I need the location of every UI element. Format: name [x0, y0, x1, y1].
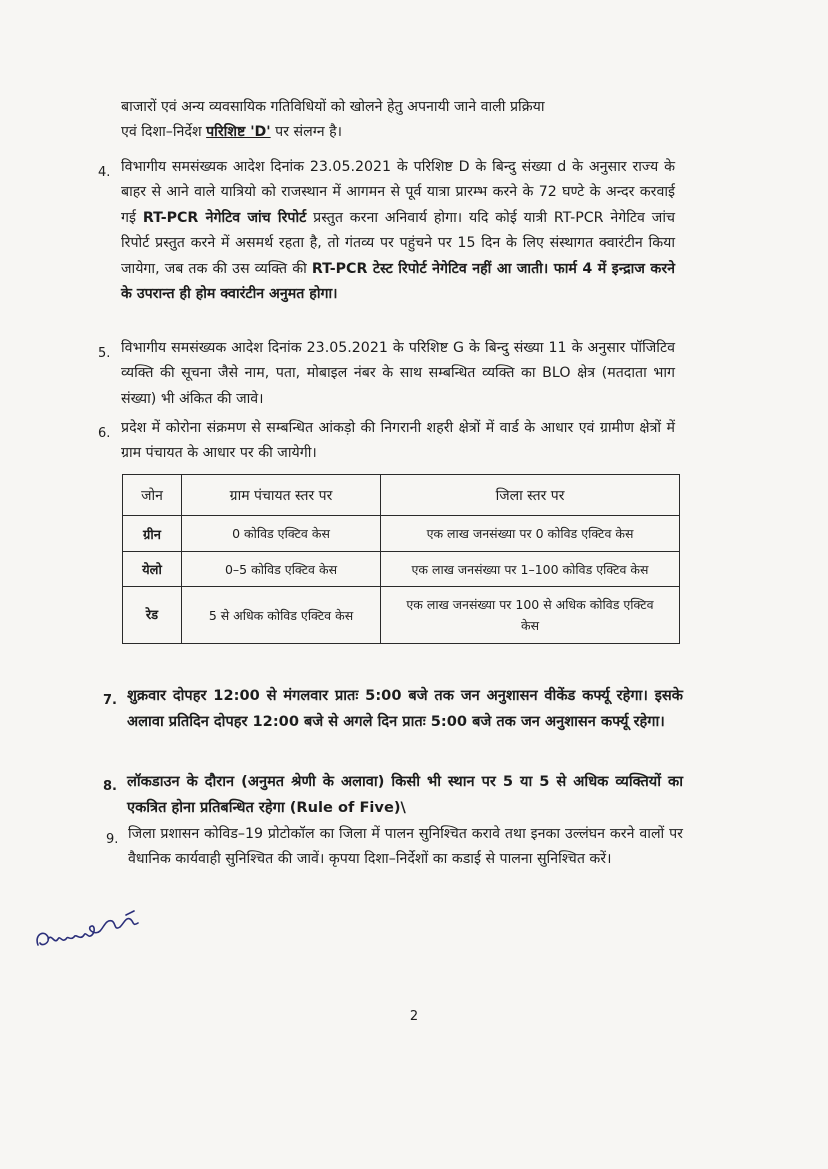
item-number: 4.: [98, 165, 111, 180]
item-number: 7.: [103, 693, 117, 708]
table-header: जिला स्तर पर: [381, 475, 680, 516]
signature-mark: [30, 905, 170, 955]
page-number: 2: [409, 1009, 419, 1024]
item-4-paragraph: [121, 155, 675, 307]
item-8-paragraph: लॉकडाउन के दौरान (अनुमत श्रेणी के अलावा) किसी भी स्थान पर 5 या 5 से अधिक व्यक्तियों का एकत्रित होना प्रतिबन्धित रहेगा (Rule of Five)\: [127, 773, 683, 816]
table-row: [123, 587, 680, 644]
item-4-text-pre: विभागीय समसंख्यक आदेश दिनांक 23.05.2021 के परिशिष्ट D के बिन्दु संख्या d के अनुसार राज्य के बाहर से आने वाले यात्रियो को राजस्थान में आगमन से पूर्व यात्रा प्रारम्भ करने के 72 घण्टे के अन्दर करवाई गई: [121, 159, 675, 226]
district-level-cell: एक लाख जनसंख्या पर 100 से अधिक कोविड एक्टिव केस: [381, 587, 680, 644]
gp-level-cell: 0 कोविड एक्टिव केस: [182, 516, 381, 552]
zone-name: ग्रीन: [123, 516, 182, 552]
zone-table: [122, 474, 680, 644]
intro-line1: बाजारों एवं अन्य व्यवसायिक गतिविधियों को खोलने हेतु अपनायी जाने वाली प्रक्रिया: [121, 99, 545, 115]
item-number: 6.: [98, 426, 111, 441]
item-5-paragraph: विभागीय समसंख्यक आदेश दिनांक 23.05.2021 के परिशिष्ट G के बिन्दु संख्या 11 के अनुसार पॉजिटिव व्यक्ति की सूचना जैसे नाम, पता, मोबाइल नंबर के साथ सम्बन्धित व्यक्ति का BLO क्षेत्र (मतदाता भाग संख्या) भी अंकित की जावे।: [121, 340, 675, 407]
intro-line2-post: पर संलग्न है।: [270, 124, 343, 141]
table-header: ग्राम पंचायत स्तर पर: [182, 475, 381, 516]
item-4-bold-quarantine: RT-PCR टेस्ट रिपोर्ट नेगेटिव नहीं आ जाती। फार्म 4 में इन्द्राज करने के उपरान्त ही होम क्वारंटीन अनुमत होगा।: [121, 260, 675, 303]
district-level-cell: एक लाख जनसंख्या पर 0 कोविड एक्टिव केस: [381, 516, 680, 552]
item-number: 5.: [98, 346, 111, 361]
intro-paragraph: [121, 95, 675, 146]
gp-level-cell: 0–5 कोविड एक्टिव केस: [182, 552, 381, 587]
zone-name: रेड: [123, 587, 182, 644]
intro-line2-pre: एवं दिशा–निर्देश: [121, 124, 207, 141]
item-4-text-mid: प्रस्तुत करना अनिवार्य होगा। यदि कोई यात्री RT-PCR नेगेटिव जांच रिपोर्ट प्रस्तुत करने में असमर्थ रहता है, तो गंतव्य पर पहुंचने पर 15 दिन के लिए संस्थागत क्वारंटीन किया जायेगा, जब तक की उस व्यक्ति की: [121, 209, 676, 277]
table-row: [123, 552, 680, 587]
item-number: 8.: [103, 779, 117, 794]
item-7-paragraph: शुक्रवार दोपहर 12:00 से मंगलवार प्रातः 5:00 बजे तक जन अनुशासन वीकेंड कर्फ्यू रहेगा। इसके अलावा प्रतिदिन दोपहर 12:00 बजे से अगले दिन प्रातः 5:00 बजे तक जन अनुशासन कर्फ्यू रहेगा।: [127, 687, 683, 730]
gp-level-cell: 5 से अधिक कोविड एक्टिव केस: [182, 587, 381, 644]
annexure-d-ref: परिशिष्ट 'D': [206, 124, 271, 141]
district-level-cell: एक लाख जनसंख्या पर 1–100 कोविड एक्टिव केस: [381, 552, 680, 587]
table-row: [123, 516, 680, 552]
item-6-paragraph: प्रदेश में कोरोना संक्रमण से सम्बन्धित आंकड़ो की निगरानी शहरी क्षेत्रों में वार्ड के आधार एवं ग्रामीण क्षेत्रों में ग्राम पंचायत के आधार पर की जायेगी।: [121, 420, 675, 462]
item-9-paragraph: जिला प्रशासन कोविड–19 प्रोटोकॉल का जिला में पालन सुनिश्चित करावे तथा इनका उल्लंघन करने वालों पर वैधानिक कार्यवाही सुनिश्चित की जावें। कृपया दिशा–निर्देशों का कडाई से पालना सुनिश्चित करें।: [128, 826, 683, 868]
table-header: जोन: [123, 475, 182, 516]
item-number: 9.: [106, 832, 119, 847]
item-4-bold-rtpcr: RT-PCR नेगेटिव जांच रिपोर्ट: [142, 209, 307, 226]
zone-name: येलो: [123, 552, 182, 587]
